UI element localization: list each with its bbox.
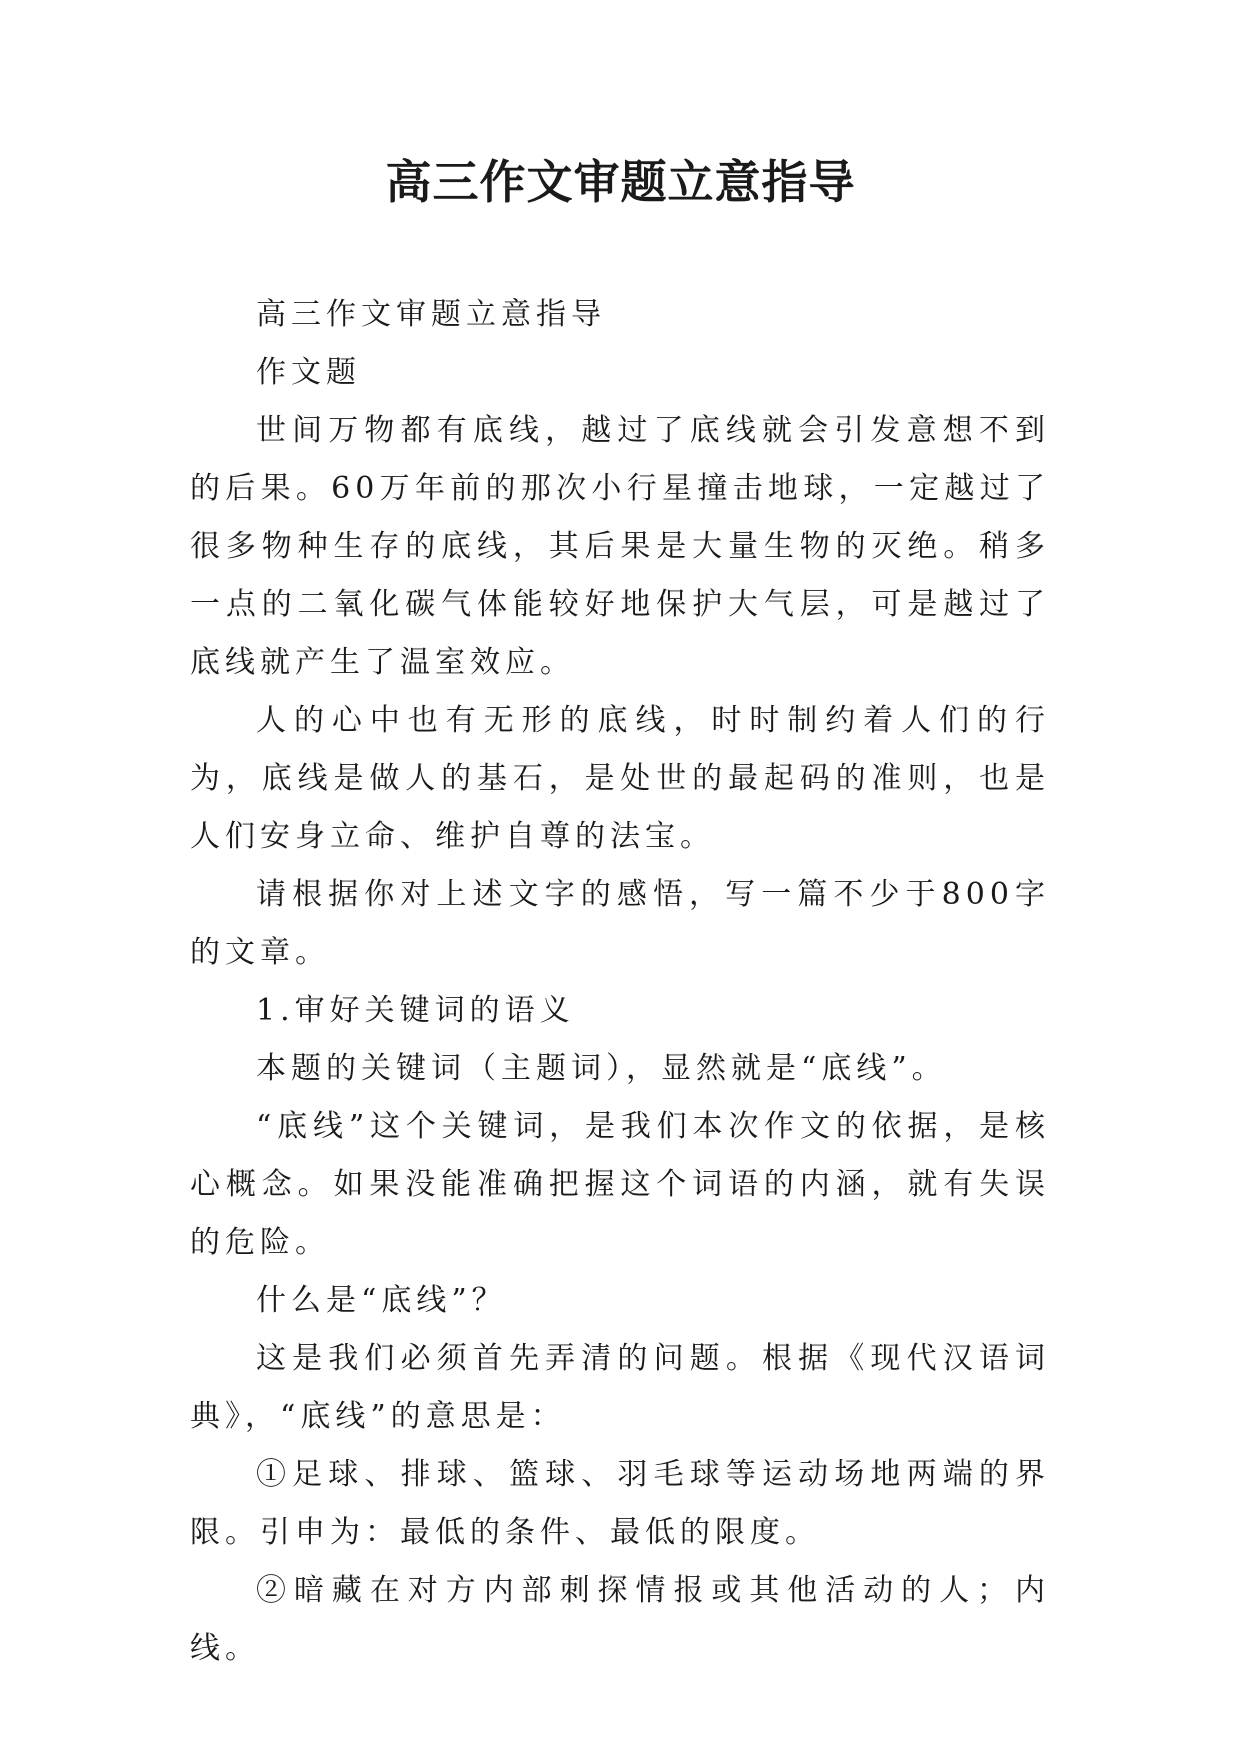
dictionary-intro-paragraph: 这是我们必须首先弄清的问题。根据《现代汉语词典》，“底线”的意思是： — [190, 1341, 1050, 1434]
question-paragraph: 什么是“底线”？ — [256, 1283, 507, 1318]
definition-1-paragraph: ①足球、排球、篮球、羽毛球等运动场地两端的界限。引申为：最低的条件、最低的限度。 — [190, 1457, 1050, 1550]
keyword-paragraph: 本题的关键词（主题词），显然就是“底线”。 — [256, 1051, 947, 1086]
document-title: 高三作文审题立意指导 — [385, 155, 856, 209]
prompt-paragraph-1: 世间万物都有底线，越过了底线就会引发意想不到的后果。60万年前的那次小行星撞击地球，一定越过了很多物种生存的底线，其后果是大量生物的灭绝。稍多一点的二氧化碳气体能较好地保护大气层，可是越过了底线就产生了温室效应。 — [190, 413, 1050, 680]
definition-2-paragraph: ②暗藏在对方内部刺探情报或其他活动的人；内线。 — [190, 1573, 1050, 1666]
prompt-instruction-paragraph: 请根据你对上述文字的感悟，写一篇不少于800字的文章。 — [190, 877, 1050, 970]
point-heading-paragraph: 1.审好关键词的语义 — [256, 993, 575, 1028]
subtitle-paragraph: 高三作文审题立意指导 — [256, 297, 606, 332]
prompt-paragraph-2: 人的心中也有无形的底线，时时制约着人们的行为，底线是做人的基石，是处世的最起码的准则，也是人们安身立命、维护自尊的法宝。 — [190, 703, 1050, 854]
document-body — [190, 286, 1050, 1678]
section-label-paragraph: 作文题 — [256, 355, 361, 390]
keyword-explanation-paragraph: “底线”这个关键词，是我们本次作文的依据，是核心概念。如果没能准确把握这个词语的内涵，就有失误的危险。 — [190, 1109, 1050, 1260]
